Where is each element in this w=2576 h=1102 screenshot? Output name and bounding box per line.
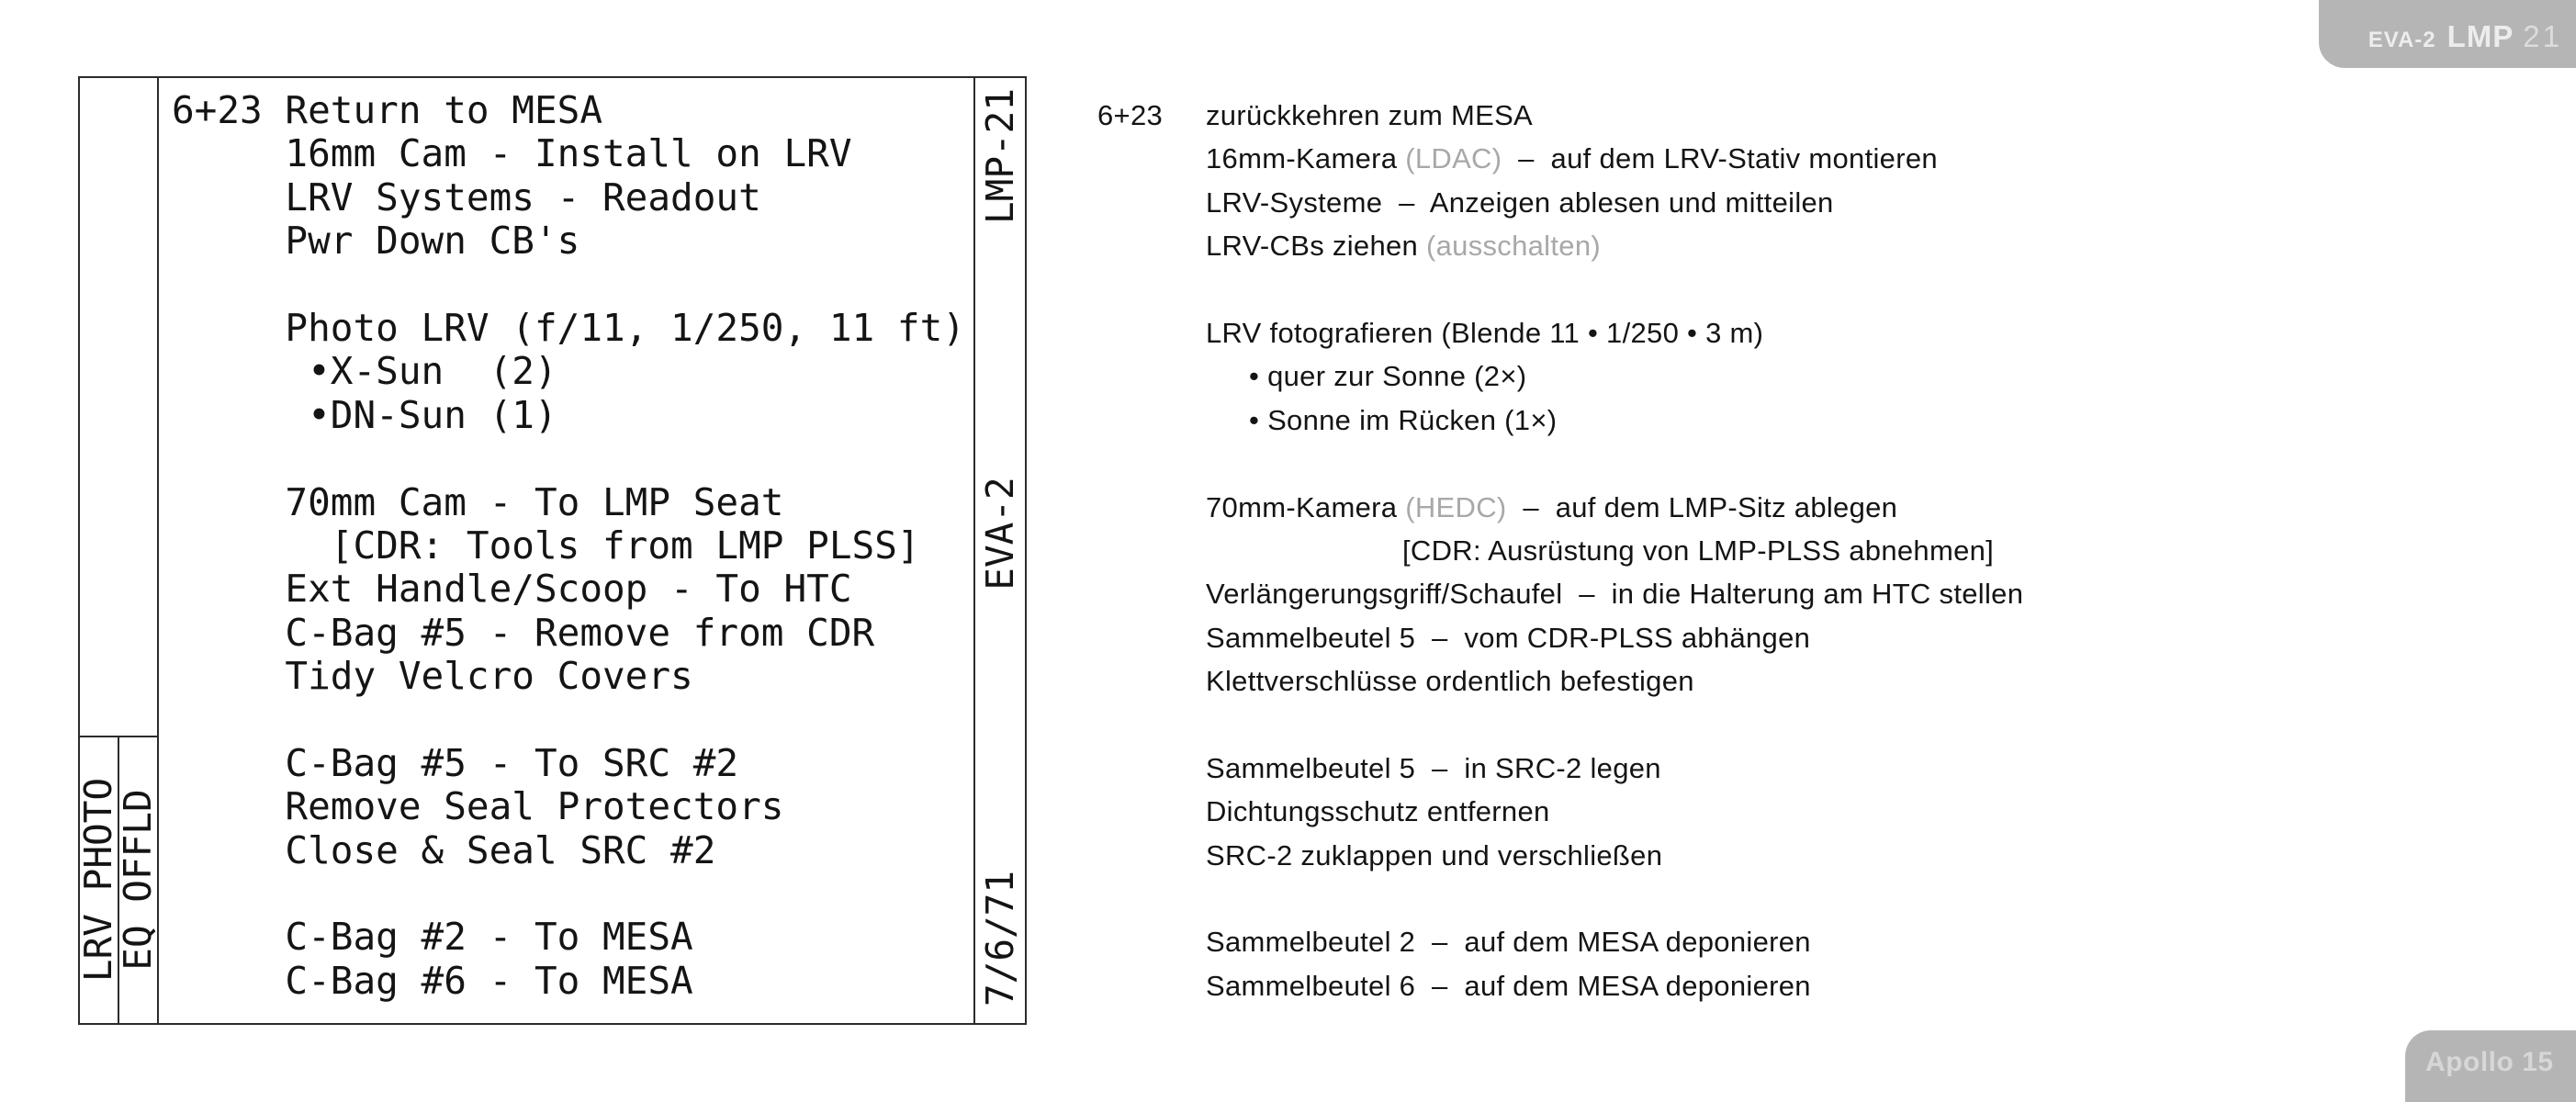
checklist-line: C-Bag #5 - To SRC #2 <box>172 740 739 785</box>
side-tab-eq-offld: EQ OFFLD <box>116 789 160 971</box>
checklist-line <box>172 698 965 741</box>
translation-segment: 16mm-Kamera <box>1206 142 1406 175</box>
checklist-line <box>172 264 965 307</box>
divider-right-column <box>973 76 975 1025</box>
checklist-line: •X-Sun (2) <box>172 349 557 394</box>
checklist-line: Pwr Down CB's <box>172 219 580 264</box>
translation-text <box>1206 224 1601 267</box>
translation-segment: LRV-CBs ziehen <box>1206 230 1426 263</box>
translation-text <box>1206 572 2023 615</box>
checklist-line: Remove Seal Protectors <box>172 784 784 829</box>
checklist-lines <box>172 89 965 1003</box>
translation-segment: Sammelbeutel 6 – auf dem MESA deponieren <box>1206 969 1811 1002</box>
translation-text <box>1206 747 1661 790</box>
translation-segment: 70mm-Kamera <box>1206 490 1406 523</box>
checklist-line: 6+23 Return to MESA <box>172 88 602 132</box>
translation-text <box>1206 181 1834 224</box>
checklist-line: C-Bag #6 - To MESA <box>172 958 693 1003</box>
checklist-line: •DN-Sun (1) <box>172 392 557 437</box>
translation-segment: Dichtungsschutz entfernen <box>1206 795 1550 828</box>
translation-gloss-muted: (LDAC) <box>1405 142 1502 175</box>
checklist-line: LRV Systems - Readout <box>172 174 761 219</box>
checklist-line: 70mm Cam - To LMP Seat <box>172 479 784 524</box>
checklist-line: Close & Seal SRC #2 <box>172 827 716 872</box>
checklist-line: C-Bag #5 - Remove from CDR <box>172 610 875 655</box>
side-tab-date: 7/6/71 <box>978 870 1022 1007</box>
badge-apollo-label: Apollo 15 <box>2425 1047 2554 1077</box>
side-tab-eva-2: EVA-2 <box>978 477 1022 590</box>
translation-text <box>1402 529 1994 572</box>
translation-segment: LRV-Systeme – Anzeigen ablesen und mitteilen <box>1206 186 1834 219</box>
page-badge-top <box>2319 0 2576 68</box>
translation-text <box>1206 486 1897 529</box>
page-badge-top-inner: EVA-2 LMP 21 <box>2368 19 2562 53</box>
translation-text <box>1249 354 1526 398</box>
translation-text <box>1206 659 1694 703</box>
translation-text <box>1206 616 1810 659</box>
checklist-line: C-Bag #2 - To MESA <box>172 915 693 960</box>
translation-segment: [CDR: Ausrüstung von LMP-PLSS abnehmen] <box>1402 534 1995 567</box>
translation-segment: • Sonne im Rücken (1×) <box>1249 403 1558 436</box>
checklist-line: [CDR: Tools from LMP PLSS] <box>172 523 920 568</box>
translation-text <box>1206 137 1938 180</box>
translation-text <box>1206 94 1533 137</box>
translation-text <box>1206 790 1550 833</box>
checklist-line: Tidy Velcro Covers <box>172 654 693 699</box>
side-tab-lmp-21: LMP-21 <box>978 87 1022 225</box>
translation-segment: – auf dem LRV-Stativ montieren <box>1502 142 1938 175</box>
translation-segment: Sammelbeutel 5 – in SRC-2 legen <box>1206 751 1661 784</box>
translation-segment: Klettverschlüsse ordentlich befestigen <box>1206 665 1694 698</box>
translation-text <box>1206 311 1763 354</box>
met-time-label: 6+23 <box>1097 99 1164 131</box>
translation-text <box>1206 834 1662 877</box>
checklist-line: Photo LRV (f/11, 1/250, 11 ft) <box>172 305 965 350</box>
translation-text <box>1206 920 1811 963</box>
translation-segment: • quer zur Sonne (2×) <box>1249 360 1527 393</box>
translation-segment: LRV fotografieren (Blende 11 • 1/250 • 3 m) <box>1206 316 1764 349</box>
translation-segment: SRC-2 zuklappen und verschließen <box>1206 838 1663 871</box>
checklist-line <box>172 437 965 480</box>
translation-segment: Sammelbeutel 2 – auf dem MESA deponieren <box>1206 926 1811 959</box>
translation-segment: Verlängerungsgriff/Schaufel – in die Halterung am HTC stellen <box>1206 578 2024 611</box>
checklist-line: 16mm Cam - Install on LRV <box>172 131 852 176</box>
translation-segment: – auf dem LMP-Sitz ablegen <box>1506 490 1898 523</box>
side-tab-lrv-photo: LRV PHOTO <box>76 777 120 983</box>
translation-segment: Sammelbeutel 5 – vom CDR-PLSS abhängen <box>1206 621 1811 654</box>
translation-gloss-muted: (ausschalten) <box>1426 230 1601 263</box>
translation-gloss-muted: (HEDC) <box>1405 490 1507 523</box>
page-badge-bottom <box>2405 1030 2576 1102</box>
translation-segment: zurückkehren zum MESA <box>1206 99 1534 131</box>
translation-text <box>1206 964 1811 1007</box>
checklist-line: Ext Handle/Scoop - To HTC <box>172 567 852 612</box>
translation-text <box>1249 399 1557 442</box>
checklist-line <box>172 872 965 916</box>
